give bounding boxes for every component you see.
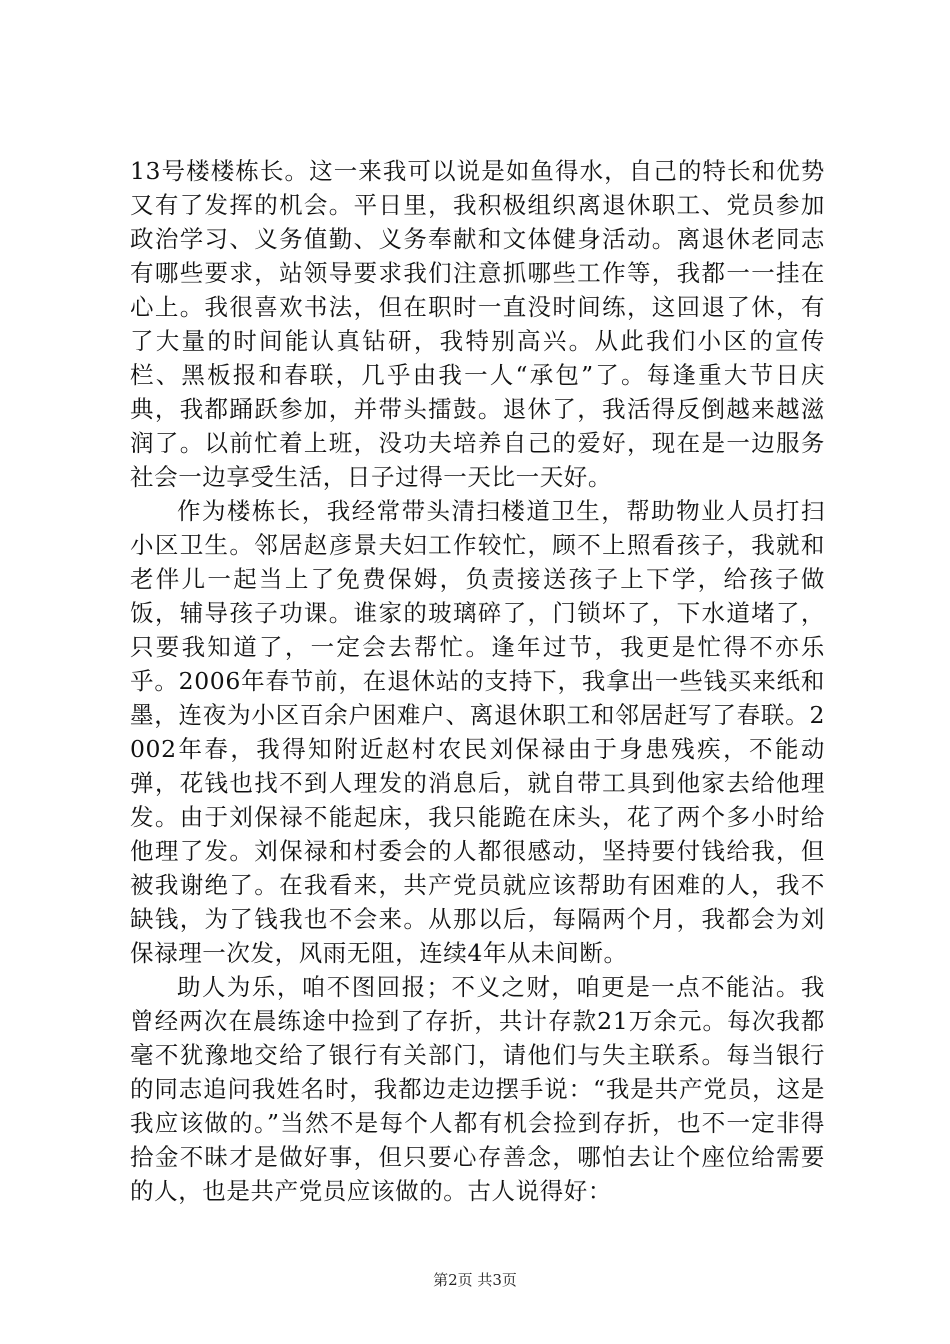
document-body [130, 154, 825, 1208]
paragraph-3: 助人为乐，咱不图回报；不义之财，咱更是一点不能沾。我曾经两次在晨练途中捡到了存折，共计存款21万余元。每次我都毫不犹豫地交给了银行有关部门，请他们与失主联系。每当银行的同志追问我姓名时，我都边走边摆手说：“我是共产党员，这是我应该做的。”当然不是每个人都有机会捡到存折，也不一定非得拾金不昧才是做好事，但只要心存善念，哪怕去让个座位给需要的人，也是共产党员应该做的。古人说得好： [130, 973, 825, 1205]
page-footer [0, 1270, 950, 1290]
paragraph-2: 作为楼栋长，我经常带头清扫楼道卫生，帮助物业人员打扫小区卫生。邻居赵彦景夫妇工作较忙，顾不上照看孩子，我就和老伴儿一起当上了免费保姆，负责接送孩子上下学，给孩子做饭，辅导孩子功课。谁家的玻璃碎了，门锁坏了，下水道堵了，只要我知道了，一定会去帮忙。逢年过节，我更是忙得不亦乐乎。2006年春节前，在退休站的支持下，我拿出一些钱买来纸和墨，连夜为小区百余户困难户、离退休职工和邻居赶写了春联。2002年春，我得知附近赵村农民刘保禄由于身患残疾，不能动弹，花钱也找不到人理发的消息后，就自带工具到他家去给他理发。由于刘保禄不能起床，我只能跪在床头，花了两个多小时给他理了发。刘保禄和村委会的人都很感动，坚持要付钱给我，但被我谢绝了。在我看来，共产党员就应该帮助有困难的人，我不缺钱，为了钱我也不会来。从那以后，每隔两个月，我都会为刘保禄理一次发，风雨无阻，连续4年从未间断。 [130, 497, 825, 967]
paragraph-1: 13号楼楼栋长。这一来我可以说是如鱼得水，自己的特长和优势又有了发挥的机会。平日里，我积极组织离退休职工、党员参加政治学习、义务值勤、义务奉献和文体健身活动。离退休老同志有哪些要求，站领导要求我们注意抓哪些工作等，我都一一挂在心上。我很喜欢书法，但在职时一直没时间练，这回退了休，有了大量的时间能认真钻研，我特别高兴。从此我们小区的宣传栏、黑板报和春联，几乎由我一人“承包”了。每逢重大节日庆典，我都踊跃参加，并带头擂鼓。退休了，我活得反倒越来越滋润了。以前忙着上班，没功夫培养自己的爱好，现在是一边服务社会一边享受生活，日子过得一天比一天好。 [130, 157, 825, 491]
page-number-label: 第2页 共3页 [433, 1271, 517, 1289]
